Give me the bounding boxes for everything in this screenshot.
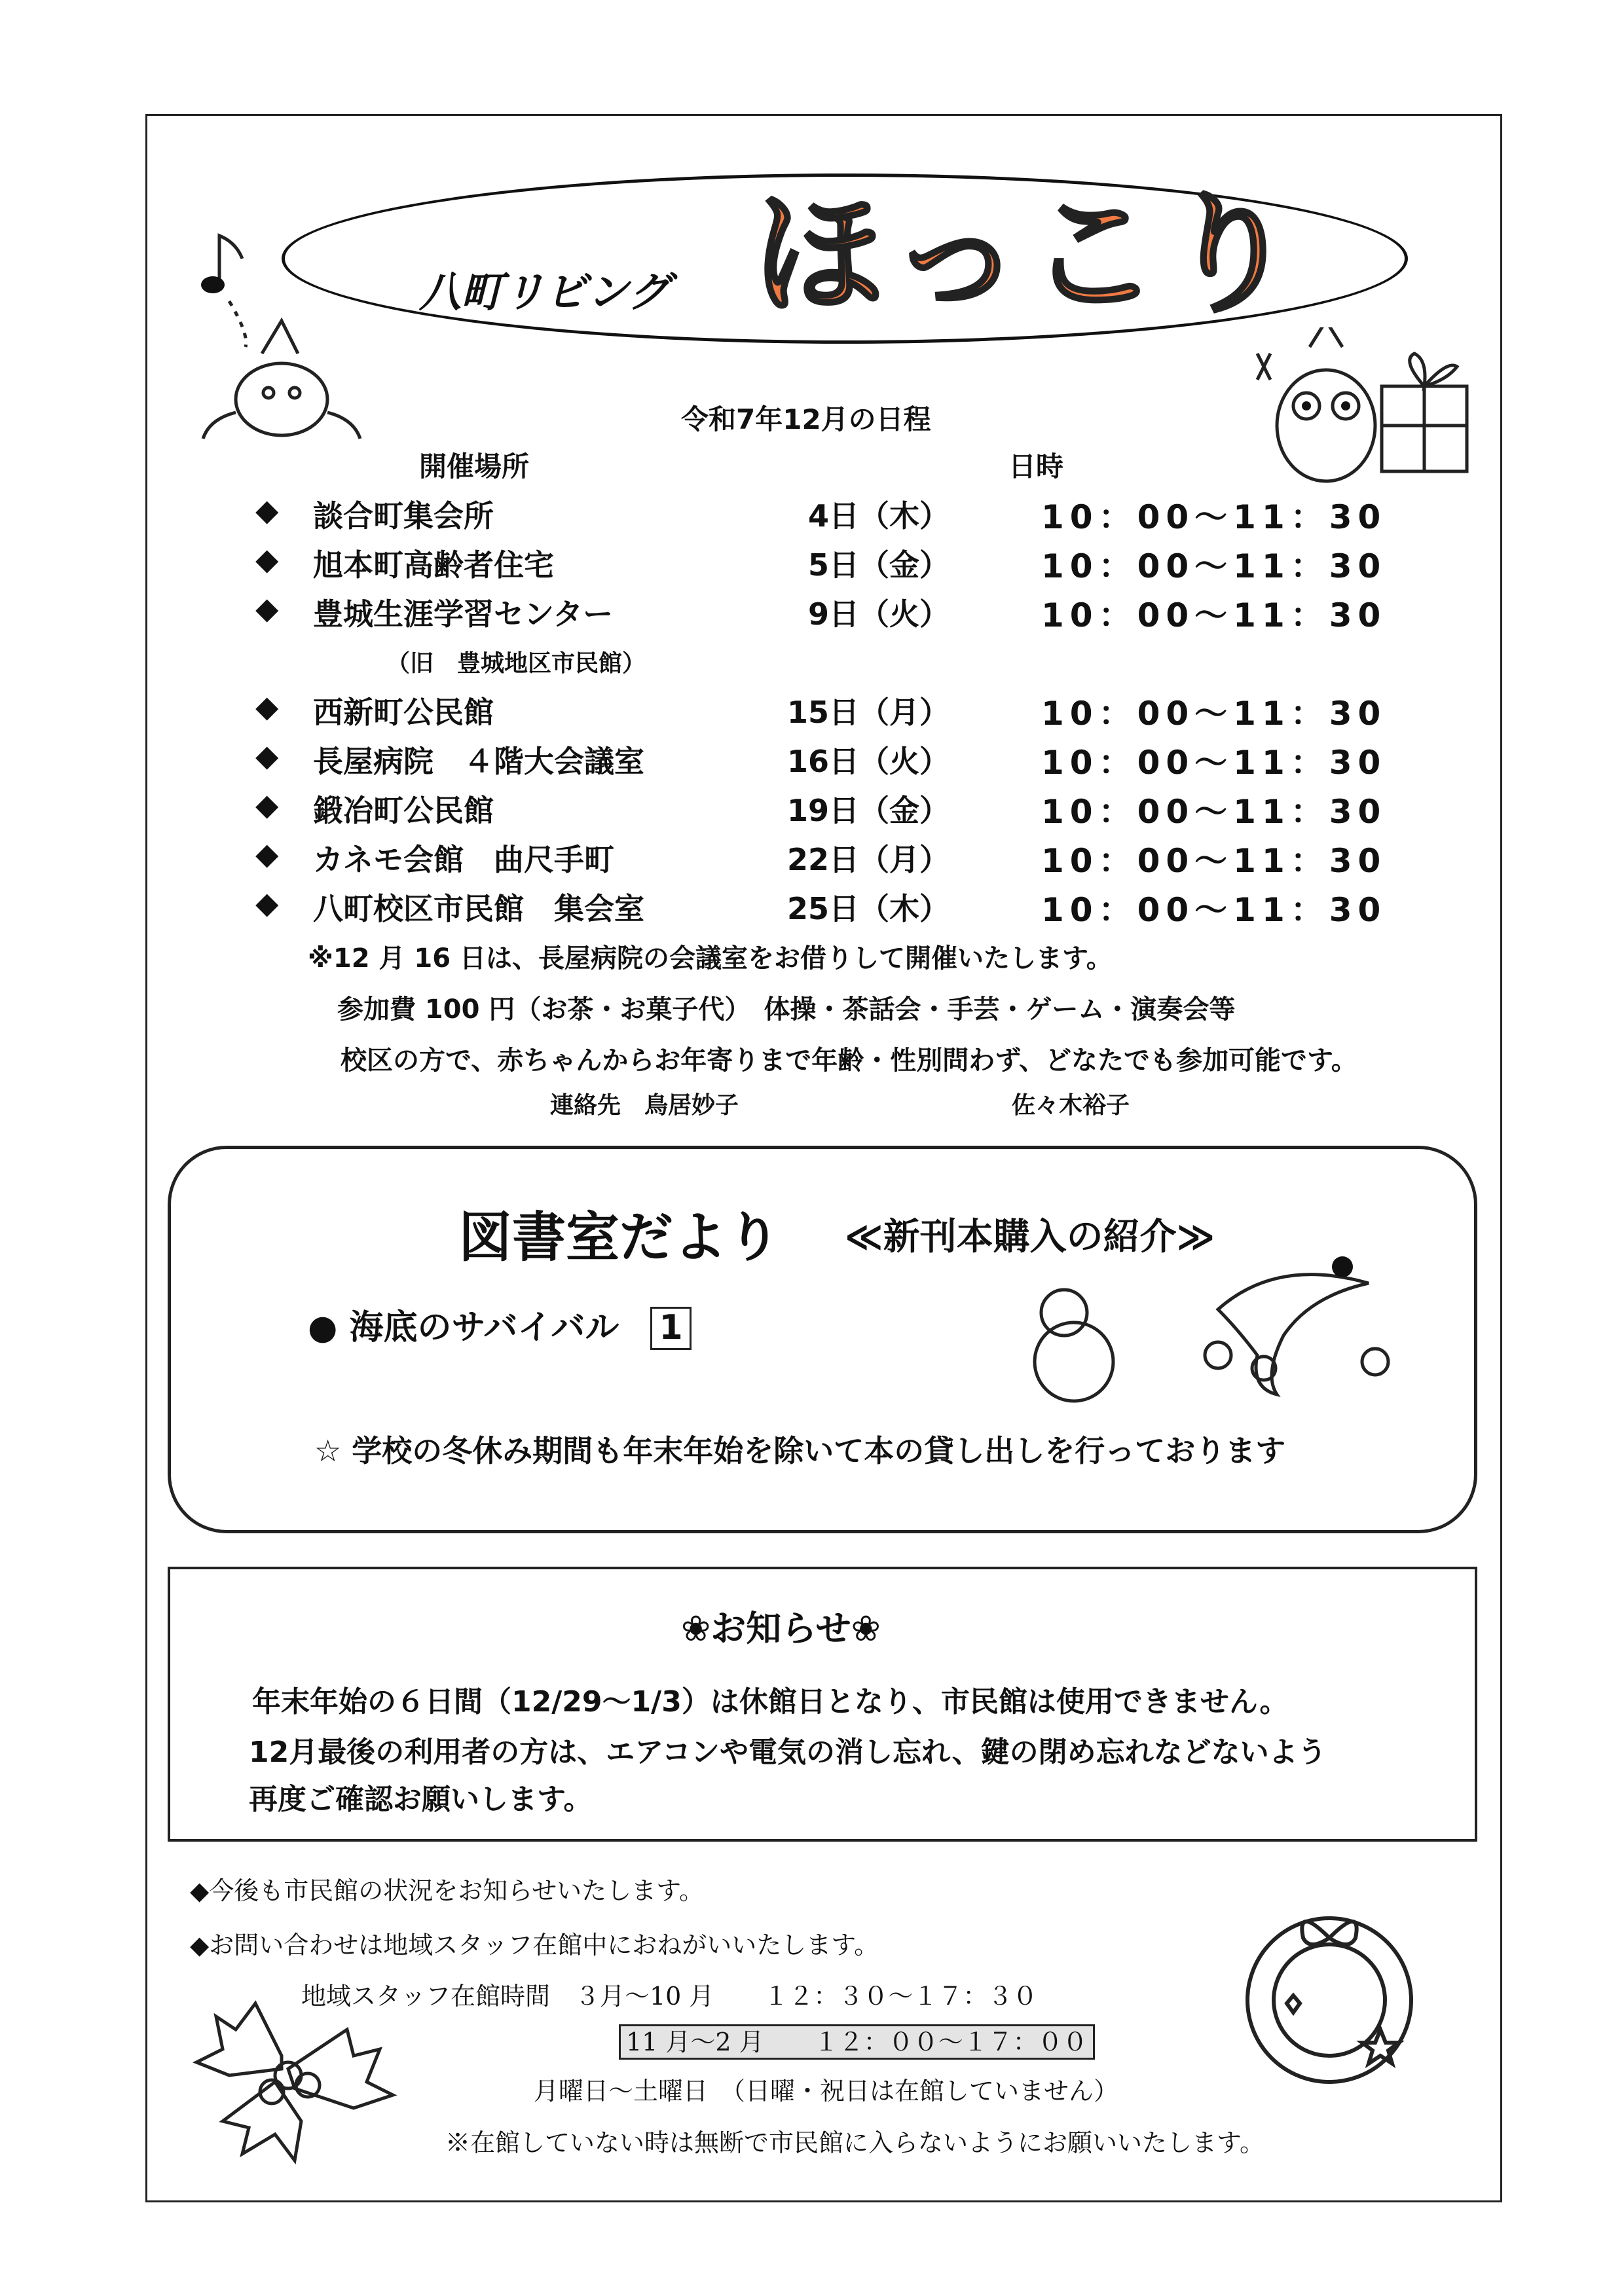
venue: 豊城生涯学習センター [313, 596, 614, 632]
venue: 八町校区市民館 集会室 [313, 891, 644, 926]
time: 10：00～11：30 [1041, 891, 1387, 929]
date: 5日（金） [807, 547, 950, 583]
time: 10：00～11：30 [1041, 744, 1387, 782]
venue: 鍛冶町公民館 [313, 793, 494, 828]
date: 19日（金） [786, 793, 950, 828]
schedule-row [255, 836, 1408, 882]
holly-illustration [183, 1977, 406, 2167]
date: 9日（火） [807, 596, 950, 632]
book-title: 海底のサバイバル [349, 1308, 619, 1347]
sea-survival-illustration [1002, 1244, 1421, 1408]
diamond-bullet-icon: ◆ [255, 836, 279, 871]
diamond-bullet-icon: ◆ [255, 738, 279, 773]
date: 15日（月） [786, 695, 950, 730]
title-big: ほっこり [753, 179, 1304, 331]
staff-hours-summer: 地域スタッフ在館時間 ３月～10 月 １２：３０～１７：３０ [301, 1982, 1038, 2011]
contact-label: 連絡先 鳥居妙子 [550, 1092, 739, 1119]
venue: 談合町集会所 [313, 498, 494, 534]
diamond-bullet-icon: ◆ [255, 787, 279, 822]
schedule-note-eligibility: 校区の方で、赤ちゃんからお年寄りまで年齢・性別問わず、どなたでも参加可能です。 [341, 1046, 1357, 1076]
contact-name2: 佐々木裕子 [1012, 1092, 1130, 1119]
date: 16日（火） [786, 744, 950, 779]
circle-bullet-icon: ● [308, 1308, 338, 1347]
notice-line-1: 年末年始の６日間（12/29～1/3）は休館日となり、市民館は使用できません。 [252, 1685, 1289, 1719]
music-bird-illustration [183, 223, 367, 445]
venue: 旭本町高齢者住宅 [313, 547, 554, 583]
time: 10：00～11：30 [1041, 793, 1387, 831]
book-volume-number: 1 [650, 1307, 691, 1350]
owl-gift-illustration [1231, 327, 1480, 491]
library-title: 図書室だより [458, 1207, 781, 1269]
library-note: ☆ 学校の冬休み期間も年末年始を除いて本の貸し出しを行っております [314, 1433, 1286, 1468]
time: 10：00～11：30 [1041, 596, 1387, 634]
col-head-venue: 開催場所 [419, 450, 530, 483]
footer-line-2: ◆お問い合わせは地域スタッフ在館中におねがいいたします。 [190, 1931, 879, 1959]
schedule-note-fee: 参加費 100 円（お茶・お菓子代） 体操・茶話会・手芸・ゲーム・演奏会等 [337, 994, 1236, 1025]
schedule-note-hospital: ※12 月 16 日は、長屋病院の会議室をお借りして開催いたします。 [308, 943, 1113, 974]
diamond-bullet-icon: ◆ [255, 492, 279, 528]
footer-warning: ※在館していない時は無断で市民館に入らないようにお願いいたします。 [445, 2128, 1264, 2157]
diamond-bullet-icon: ◆ [255, 591, 279, 626]
schedule-row [255, 885, 1408, 931]
schedule-title: 令和7年12月の日程 [681, 403, 931, 435]
venue: カネモ会館 曲尺手町 [313, 842, 614, 877]
notice-line-2: 12月最後の利用者の方は、エアコンや電気の消し忘れ、鍵の閉め忘れなどないよう [249, 1736, 1327, 1769]
venue: 西新町公民館 [313, 695, 494, 730]
schedule-row [255, 541, 1408, 587]
date: 22日（月） [786, 842, 950, 877]
diamond-bullet-icon: ◆ [255, 541, 279, 577]
venue: 長屋病院 ４階大会議室 [313, 744, 644, 779]
notice-line-3: 再度ご確認お願いします。 [249, 1783, 593, 1816]
diamond-bullet-icon: ◆ [255, 885, 279, 920]
date: 4日（木） [807, 498, 950, 534]
col-head-datetime: 日時 [1008, 450, 1064, 483]
diamond-bullet-icon: ◆ [255, 689, 279, 724]
wreath-illustration [1225, 1886, 1434, 2095]
library-subtitle: ≪新刊本購入の紹介≫ [845, 1216, 1215, 1258]
schedule-row [255, 787, 1408, 833]
schedule-row [255, 591, 1408, 636]
venue-former-name: （旧 豊城地区市民館） [386, 650, 646, 677]
schedule-row [255, 492, 1408, 538]
music-note-icon [201, 276, 225, 293]
time: 10：00～11：30 [1041, 695, 1387, 733]
time: 10：00～11：30 [1041, 498, 1387, 536]
time: 10：00～11：30 [1041, 547, 1387, 585]
time: 10：00～11：30 [1041, 842, 1387, 880]
staff-hours-winter-text: 11 月～2 月 １２：００～１７：００ [619, 2024, 1095, 2060]
staff-days: 月曜日～土曜日 （日曜・祝日は在館していません） [534, 2077, 1119, 2105]
staff-hours-winter [619, 2022, 1095, 2058]
footer-line-1: ◆今後も市民館の状況をお知らせいたします。 [190, 1876, 705, 1905]
schedule-row [255, 738, 1408, 784]
book-item [308, 1300, 692, 1350]
title-small: 八町リビング [419, 268, 670, 317]
notice-title: ❀お知らせ❀ [681, 1608, 881, 1649]
date: 25日（木） [786, 891, 950, 926]
schedule-row-note [255, 638, 1408, 677]
schedule-row [255, 689, 1408, 735]
